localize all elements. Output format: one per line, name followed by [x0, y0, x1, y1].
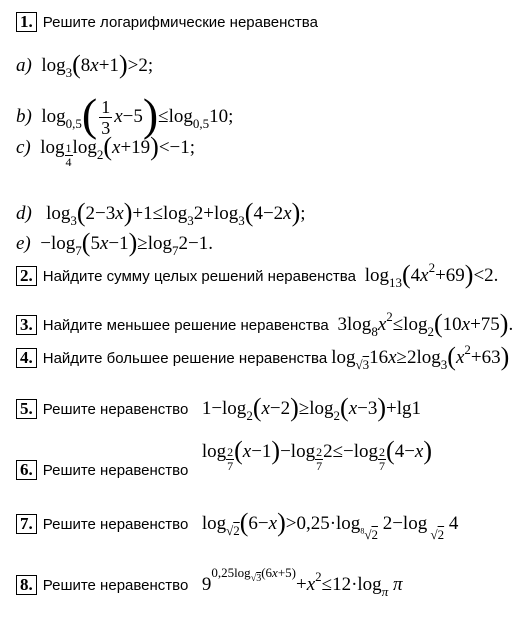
problem-text: Решите неравенство: [42, 401, 189, 418]
problem-number: 1.: [16, 12, 37, 32]
problem-number: 6.: [16, 460, 37, 480]
part-label: d): [16, 203, 32, 224]
problem-4: 4. Найдите большее решение неравенства $\log_{√3}16x\ge 2\log_3(x^2+63)$: [16, 342, 509, 368]
part-label: e): [16, 233, 31, 254]
problem-text: Найдите большее решение неравенства: [42, 350, 328, 367]
problem-text: Найдите сумму целых решений неравенства: [42, 268, 356, 285]
problem-7: 7. Решите неравенство $\log_{√2}(6-x)>0,25\cdot\log_{^8√2}$ 2−log $_{√2}$ 4: [16, 508, 458, 534]
problem-number: 2.: [16, 266, 37, 286]
problem-number: 5.: [16, 399, 37, 419]
problem-6: 6. Решите неравенство log $\frac{2}{7}$ (x−1)−log $\frac{2}{7}$ 2≤−log $\frac{2}{7}$ (4−x): [16, 440, 432, 467]
inequality-c: c) log $\frac{1}{4}$ $\log_2(x+19)<-1$;: [16, 132, 196, 169]
problem-number: 8.: [16, 575, 37, 595]
problem-1-header: [16, 12, 318, 32]
part-label: c): [16, 137, 31, 158]
problem-2: 2. Найдите сумму целых решений неравенства $\log_{13}(4x^2+69)<2$.: [16, 260, 498, 286]
problem-number: 4.: [16, 348, 37, 368]
problem-text: Решите неравенство: [42, 516, 189, 533]
problem-5: 5. Решите неравенство $1-\log_2(x-2)\ge\log_2(x-3)+\lg 1$: [16, 393, 421, 419]
problem-8: 8. Решите неравенство $9^{0,25log_{√3}(6x+5)}+x^2\le 12\cdot\log_\pi$ π: [16, 575, 402, 595]
inequality-e: $e) -\log_7(5x-1)\ge\log_72-1$.: [16, 228, 213, 258]
problem-title: Решите логарифмические неравенства: [42, 14, 318, 31]
part-label: b): [16, 106, 32, 127]
problem-3: 3. Найдите меньшее решение неравенства $3\log_8x^2\le\log_2(10x+75)$.: [16, 309, 513, 335]
problem-text: Решите неравенство: [42, 462, 189, 479]
inequality-a: a) $\log_3(8x+1)>2$;: [16, 50, 154, 80]
problem-number: 7.: [16, 514, 37, 534]
inequality-b: b) $\log_{0,5}$( $\frac{1}{3}$ $x-5)\le\log_{0,5}10$;: [16, 89, 234, 140]
problem-number: 3.: [16, 315, 37, 335]
inequality-d: d) $\log_3(2-3x)+1\le\log_32+\log_3(4-2x)$;: [16, 198, 306, 228]
problem-text: Найдите меньшее решение неравенства: [42, 317, 329, 334]
problem-text: Решите неравенство: [42, 577, 189, 594]
part-label: a): [16, 55, 32, 76]
